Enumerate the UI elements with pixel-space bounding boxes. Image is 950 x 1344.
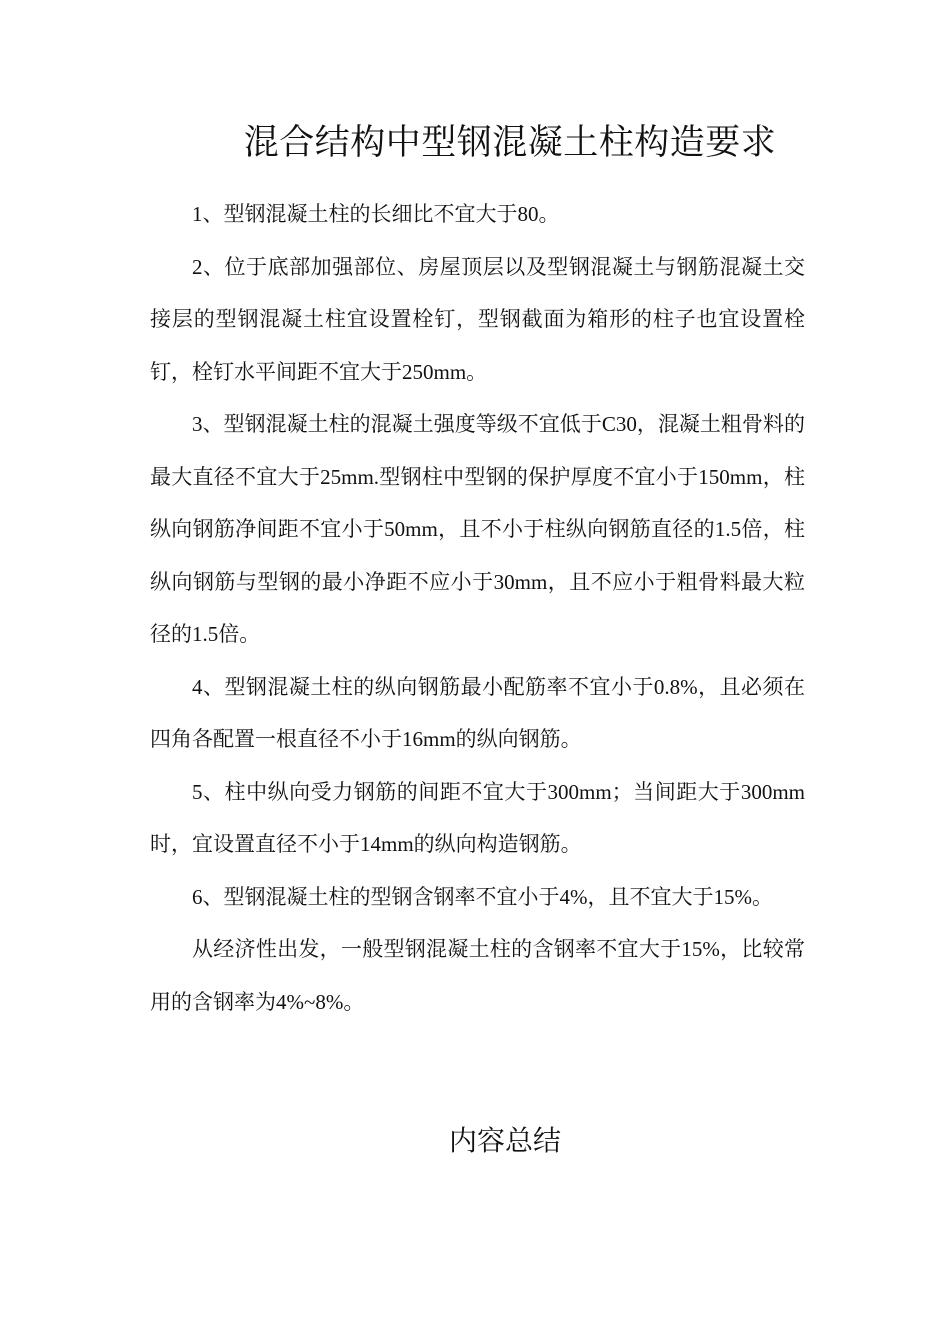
paragraph-5: 5、柱中纵向受力钢筋的间距不宜大于300mm；当间距大于300mm时，宜设置直径不小于14mm的纵向构造钢筋。	[150, 779, 805, 856]
paragraph-6: 6、型钢混凝土柱的型钢含钢率不宜小于4%，且不宜大于15%。	[192, 884, 773, 909]
document-body	[150, 188, 805, 1028]
summary-heading: 内容总结	[448, 1126, 561, 1157]
paragraph-economy-note: 从经济性出发，一般型钢混凝土柱的含钢率不宜大于15%，比较常用的含钢率为4%~8%。	[150, 937, 805, 1014]
paragraph-3: 3、型钢混凝土柱的混凝土强度等级不宜低于C30，混凝土粗骨料的最大直径不宜大于25mm.型钢柱中型钢的保护厚度不宜小于150mm，柱纵向钢筋净间距不宜小于50mm，且不小于柱纵向钢筋直径的1.5倍，柱纵向钢筋与型钢的最小净距不应小于30mm，且不应小于粗骨料最大粒径的1.5倍。	[150, 412, 805, 646]
paragraph-1: 1、型钢混凝土柱的长细比不宜大于80。	[192, 202, 560, 226]
paragraph-4: 4、型钢混凝土柱的纵向钢筋最小配筋率不宜小于0.8%，且必须在四角各配置一根直径不小于16mm的纵向钢筋。	[150, 674, 805, 751]
paragraph-2: 2、位于底部加强部位、房屋顶层以及型钢混凝土与钢筋混凝土交接层的型钢混凝土柱宜设置栓钉，型钢截面为箱形的柱子也宜设置栓钉，栓钉水平间距不宜大于250mm。	[150, 254, 805, 384]
document-title: 混合结构中型钢混凝土柱构造要求	[243, 123, 777, 162]
